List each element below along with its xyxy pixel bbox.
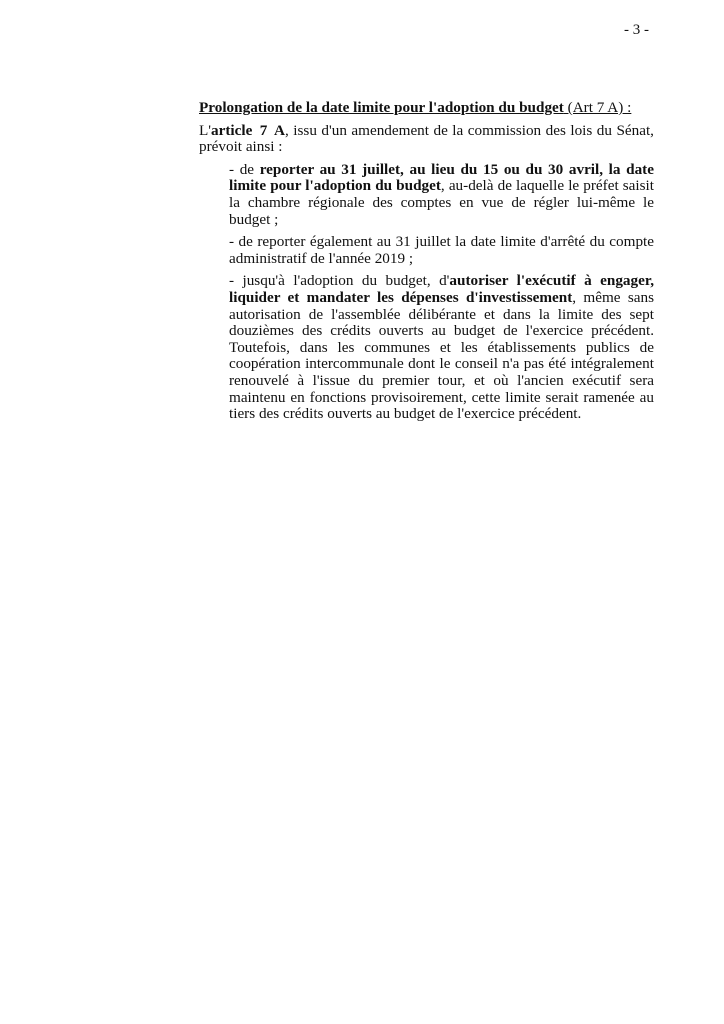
document-body — [199, 100, 654, 429]
page-number: - 3 - — [624, 22, 649, 38]
intro-article-ref: article 7 A — [211, 121, 286, 139]
intro-paragraph — [199, 123, 654, 156]
list-item-text-start: - jusqu'à l'adoption du budget, d' — [229, 272, 450, 290]
list-item-highlight: autoriser l'exécutif à engager, liquider et mandater les dépenses d'investissement — [229, 272, 654, 306]
list-item-highlight: reporter au 31 juillet, au lieu du 15 ou du 30 avril, la date limite pour l'adoption du budget — [229, 160, 654, 195]
list-item-report-date — [229, 162, 654, 228]
list-item-text-start: - de — [229, 160, 260, 178]
list-item-text-end: , au-delà de laquelle le préfet saisit la chambre régionale des comptes en vue de régler lui-même le budget ; — [229, 177, 654, 228]
list-item-compte-administratif: - de reporter également au 31 juillet la date limite d'arrêté du compte administratif de l'année 2019 ; — [229, 233, 654, 267]
intro-text-start: L' — [199, 121, 212, 139]
list-item-text-end: , même sans autorisation de l'assemblée délibérante et dans la limite des sept douzièmes des crédits ouverts au budget de l'exercice précédent. Toutefois, dans les communes et les établissements publics de coopération intercommunale dont le conseil n'a pas été intégralement renouvelé à l'issue du premier tour, et où l'ancien exécutif sera maintenu en fonctions provisoirement, cette limite serait ramenée au tiers des crédits ouverts au budget de l'exercice précédent. — [229, 288, 655, 423]
intro-text-end: , issu d'un amendement de la commission des lois du Sénat, prévoit ainsi : — [199, 121, 654, 156]
section-heading-title: Prolongation de la date limite pour l'adoption du budget — [199, 99, 564, 116]
list-item-depenses-investissement — [229, 273, 654, 422]
section-heading-article-ref: (Art 7 A) : — [563, 99, 632, 116]
section-heading — [199, 100, 654, 117]
